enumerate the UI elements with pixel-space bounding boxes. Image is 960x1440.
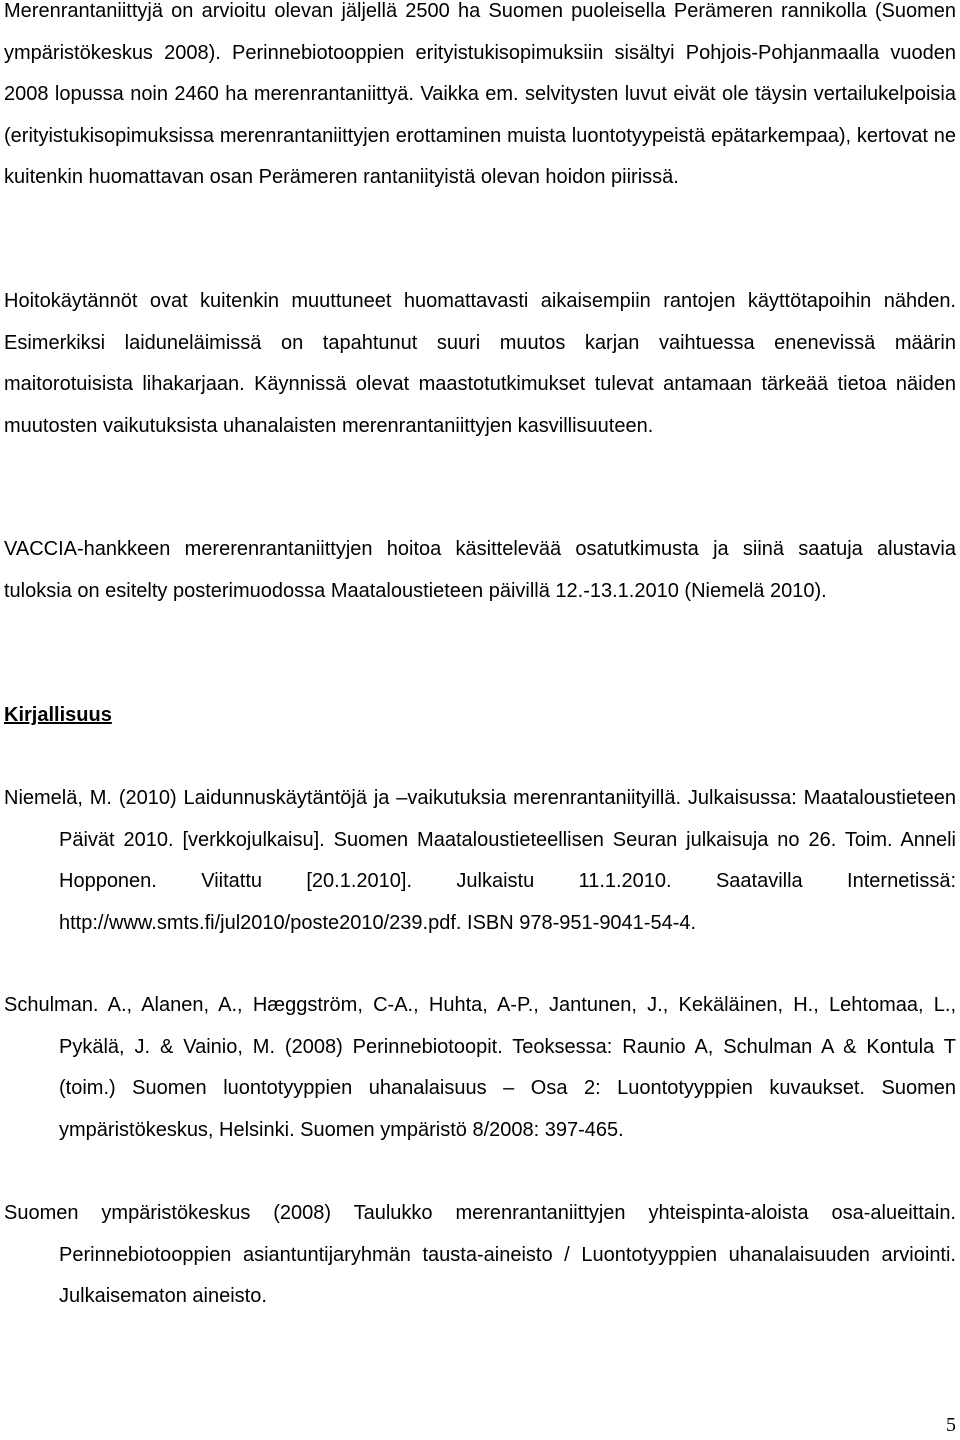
reference-schulman: Schulman. A., Alanen, A., Hæggström, C-A., Huhta, A-P., Jantunen, J., Kekäläinen, H., Lehtomaa, L., Pykälä, J. & Vainio, M. (2008) Perinnebiotoopit. Teoksessa: Raunio A, Schulman A & Kontula T (toim.) Suomen luontotyyppien uhanalaisuus – Osa 2: Luontotyyppien kuvaukset. Suomen ympäristökeskus, Helsinki. Suomen ympäristö 8/2008: 397-465. — [4, 994, 956, 1141]
body-paragraph-1: Merenrantaniittyjä on arvioitu olevan jäljellä 2500 ha Suomen puoleisella Perämeren rannikolla (Suomen ympäristökeskus 2008). Perinnebiotooppien erityistukisopimuksiin sisältyi Pohjois-Pohjanmaalla vuoden 2008 lopussa noin 2460 ha merenrantaniittyä. Vaikka em. selvitysten luvut eivät ole täysin vertailukelpoisia (erityistukisopimuksissa merenrantaniittyjen erottaminen muista luontotyypeistä epätarkempaa), kertovat ne kuitenkin huomattavan osan Perämeren rantaniityistä olevan hoidon piirissä. — [4, 0, 956, 189]
reference-niemela: Niemelä, M. (2010) Laidunnuskäytäntöjä ja –vaikutuksia merenrantaniityillä. Julkaisussa: Maataloustieteen Päivät 2010. [verkkojulkaisu]. Suomen Maataloustieteellisen Seuran julkaisuja no 26. Toim. Anneli Hopponen. Viitattu [20.1.2010]. Julkaistu 11.1.2010. Saatavilla Internetissä: http://www.smts.fi/jul2010/poste2010/239.pdf. ISBN 978-951-9041-54-4. — [4, 787, 956, 934]
references-heading: Kirjallisuus — [4, 704, 112, 726]
body-paragraph-2: Hoitokäytännöt ovat kuitenkin muuttuneet huomattavasti aikaisempiin rantojen käyttötapoihin nähden. Esimerkiksi laiduneläimissä on tapahtunut suuri muutos karjan vaihtuessa enenevissä määrin maitorotuisista lihakarjaan. Käynnissä olevat maastotutkimukset tulevat antamaan tärkeää tietoa näiden muutosten vaikutuksista uhanalaisten merenrantaniittyjen kasvillisuuteen. — [4, 290, 956, 437]
body-paragraph-3: VACCIA-hankkeen mererenrantaniittyjen hoitoa käsittelevää osatutkimusta ja siinä saatuja alustavia tuloksia on esitelty posterimuodossa Maataloustieteen päivillä 12.-13.1.2010 (Niemelä 2010). — [4, 538, 956, 602]
page-number: 5 — [946, 1414, 956, 1436]
reference-syke: Suomen ympäristökeskus (2008) Taulukko merenrantaniittyjen yhteispinta-aloista osa-alueittain. Perinnebiotooppien asiantuntijaryhmän tausta-aineisto / Luontotyyppien uhanalaisuuden arviointi. Julkaisematon aineisto. — [4, 1202, 956, 1308]
